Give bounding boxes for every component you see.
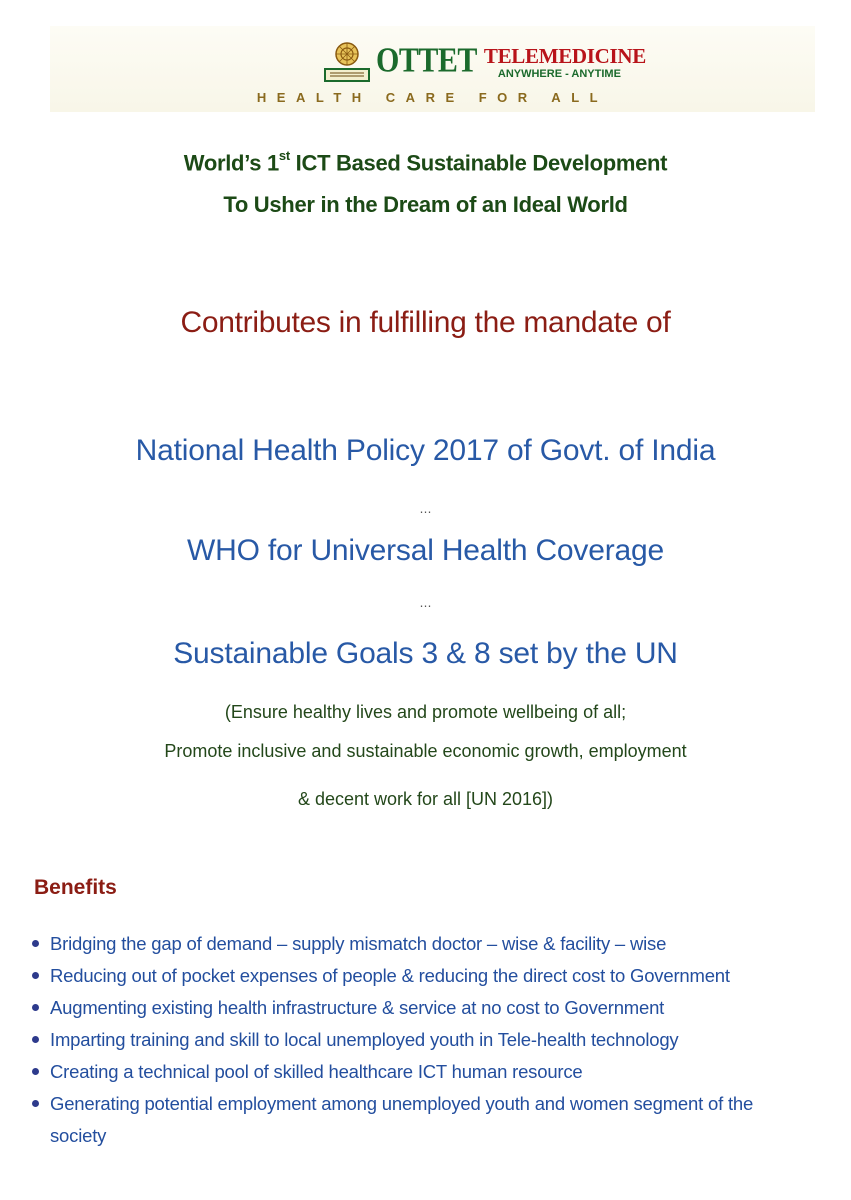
separator-1: … [419,502,432,516]
list-item: Reducing out of pocket expenses of people & reducing the direct cost to Government [28,960,846,992]
header-banner [50,26,815,112]
goal-note-line2: Promote inclusive and sustainable economic growth, employment [164,741,687,761]
policy-national-health: National Health Policy 2017 of Govt. of India [135,434,716,467]
bullet-icon [32,940,39,947]
brand-product: TELEMEDICINE [483,44,646,68]
list-item: Augmenting existing health infrastructure & service at no cost to Government [28,992,846,1024]
bullet-icon [32,1036,39,1043]
emblem-icon [322,40,372,84]
goal-note-line1: (Ensure healthy lives and promote wellbeing of all; [224,702,627,722]
policy-who: WHO for Universal Health Coverage [187,534,664,567]
benefits-title: Benefits [34,876,117,899]
goal-note-line3: & decent work for all [UN 2016]) [297,789,554,809]
main-heading-line1: World’s 1st ICT Based Sustainable Development [183,148,668,176]
mandate-heading: Contributes in fulfilling the mandate of [180,306,671,339]
bullet-icon [32,1068,39,1075]
list-item: Creating a technical pool of skilled healthcare ICT human resource [28,1056,846,1088]
bullet-icon [32,1100,39,1107]
main-heading-line2: To Usher in the Dream of an Ideal World [223,192,628,217]
brand-name: OTTET [376,41,477,80]
policy-un-goals: Sustainable Goals 3 & 8 set by the UN [173,637,678,670]
separator-2: … [419,596,432,610]
brand-logo [322,40,646,90]
bullet-icon [32,972,39,979]
bullet-icon [32,1004,39,1011]
slogan: HEALTH CARE FOR ALL [256,90,609,105]
list-item: Imparting training and skill to local unemployed youth in Tele-health technology [28,1024,846,1056]
list-item: Bridging the gap of demand – supply mismatch doctor – wise & facility – wise [28,928,846,960]
brand-tagline: ANYWHERE - ANYTIME [497,68,621,80]
benefits-list [28,928,846,1152]
list-item: Generating potential employment among unemployed youth and women segment of the society [28,1088,810,1152]
